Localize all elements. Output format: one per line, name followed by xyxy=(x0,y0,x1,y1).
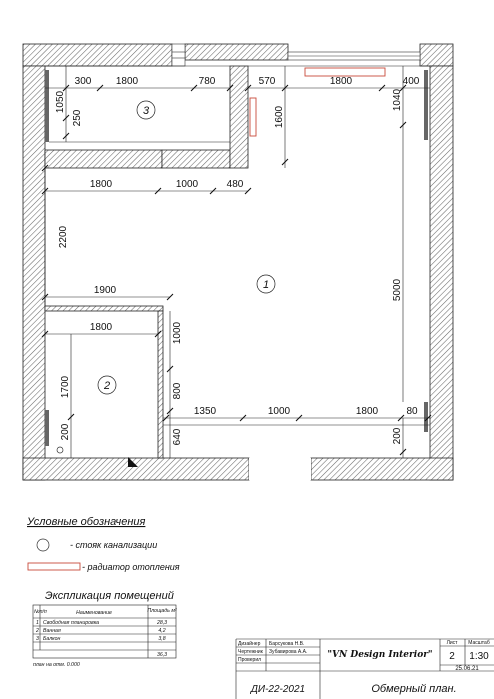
drafter-role: Чертежник xyxy=(238,649,263,655)
scale-value: 1:30 xyxy=(469,651,489,662)
dim-1900: 1900 xyxy=(93,285,117,296)
dim-640-vert: 640 xyxy=(172,428,183,446)
row-1-area: 28,3 xyxy=(156,620,168,626)
dim-row2-1800: 1800 xyxy=(89,179,113,190)
project-code: ДИ-22-2021 xyxy=(250,684,306,695)
dim-top-780: 780 xyxy=(198,76,216,87)
explication-title: Экспликация помещений xyxy=(45,590,174,602)
riser-legend-label: - стояк канализации xyxy=(70,540,158,550)
explication-table xyxy=(33,590,177,668)
room-3-number: 3 xyxy=(142,105,150,117)
dim-bottom-80: 80 xyxy=(406,406,418,417)
room-markers xyxy=(98,101,275,394)
dim-200-right: 200 xyxy=(392,427,403,445)
designer-role: Дизайнер xyxy=(238,641,261,647)
row-1-name: Свободная планировка xyxy=(43,620,100,626)
dim-top-300: 300 xyxy=(74,76,92,87)
dim-250: 250 xyxy=(72,109,83,127)
row-2-no: 2 xyxy=(36,628,39,634)
scale-label: Масштаб xyxy=(468,640,490,646)
sewer-riser-symbol xyxy=(57,447,63,453)
dim-5000: 5000 xyxy=(392,278,403,302)
dim-800-vert: 800 xyxy=(172,382,183,400)
title-block xyxy=(236,639,494,699)
stamp-date: 25.06.21 xyxy=(455,666,479,672)
total-area: 36,3 xyxy=(156,652,168,658)
drafter-name: Зубавирова А.А. xyxy=(269,649,308,655)
row-3-area: 3,8 xyxy=(158,636,166,642)
dim-bottom-1800: 1800 xyxy=(355,406,379,417)
dim-bottom-1350: 1350 xyxy=(193,406,217,417)
radiator-legend-icon xyxy=(28,563,80,570)
dim-1000-vert: 1000 xyxy=(172,321,183,345)
company-name: "VN Design Interior" xyxy=(327,650,433,660)
sheet-label: Лист xyxy=(446,640,458,646)
dim-1050: 1050 xyxy=(55,90,66,114)
dim-top-570: 570 xyxy=(258,76,276,87)
room-1-number: 1 xyxy=(262,279,270,291)
sheet-title: Обмерный план. xyxy=(371,683,457,695)
dim-row2-1000: 1000 xyxy=(175,179,199,190)
dim-200-left: 200 xyxy=(60,423,71,441)
dim-1700: 1700 xyxy=(60,375,71,399)
dim-bath-1800: 1800 xyxy=(89,322,113,333)
checker-role: Проверил xyxy=(238,657,262,663)
dim-top-1800b: 1800 xyxy=(329,76,353,87)
dim-row2-480: 480 xyxy=(226,179,244,190)
plan-elevation-note: план на отм. 0.000 xyxy=(33,662,80,668)
sheet-number: 2 xyxy=(449,651,455,662)
col-area-header: Площадь м² xyxy=(147,608,177,614)
radiator-legend-label: - радиатор отопления xyxy=(82,562,180,572)
designer-name: Барсукова Н.В. xyxy=(269,641,305,647)
room-2-number: 2 xyxy=(103,380,111,392)
dim-1040: 1040 xyxy=(392,88,403,112)
dim-top-400: 400 xyxy=(402,76,420,87)
row-1-no: 1 xyxy=(36,620,39,626)
dim-2200: 2200 xyxy=(58,225,69,249)
dim-bottom-1000: 1000 xyxy=(267,406,291,417)
col-no-header: №п/п xyxy=(34,609,47,615)
row-2-area: 4,2 xyxy=(158,628,166,634)
dim-top-1800: 1800 xyxy=(115,76,139,87)
dim-1600: 1600 xyxy=(274,105,285,129)
legend xyxy=(26,516,180,572)
col-name-header: Наименование xyxy=(76,610,112,616)
legend-title: Условные обозначения xyxy=(27,516,146,528)
row-3-no: 3 xyxy=(36,636,39,642)
row-3-name: Балкон xyxy=(43,636,61,642)
row-2-name: Ванная xyxy=(43,628,61,634)
riser-legend-icon xyxy=(37,539,49,551)
